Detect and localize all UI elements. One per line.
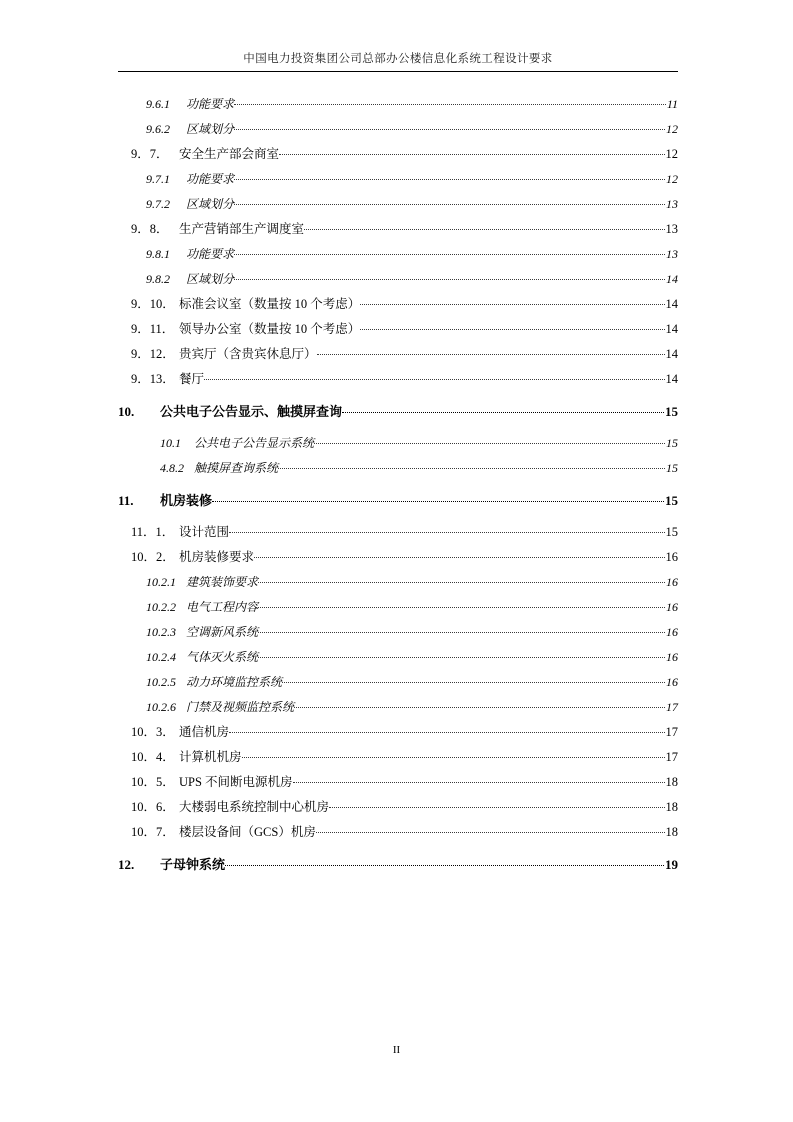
toc-entry[interactable] [118,392,678,431]
toc-dot-leader [229,524,664,537]
toc-entry[interactable] [160,431,678,456]
toc-entry-page-number: 18 [665,825,678,839]
toc-entry[interactable] [146,92,678,117]
page-footer [0,1040,793,1058]
toc-entry-page-number: 12 [666,172,678,186]
toc-entry-title: 领导办公室（数量按 10 个考虑） [179,322,361,336]
toc-entry-title: UPS 不间断电源机房 [179,775,293,789]
toc-entry-number: 10．5． [131,775,175,789]
toc-entry-title: 建筑装饰要求 [186,575,259,589]
toc-dot-leader [234,96,666,108]
toc-entry-number: 10.2.2 [146,600,176,614]
toc-entry-title: 生产营销部生产调度室 [179,222,305,236]
toc-entry[interactable] [131,317,678,342]
toc-entry[interactable] [131,342,678,367]
toc-entry-page-number: 16 [666,625,678,639]
toc-entry-page-number: 16 [666,675,678,689]
toc-entry[interactable] [146,192,678,217]
toc-entry-page-number: 15 [665,493,678,508]
toc-dot-leader [360,296,664,309]
toc-entry-number: 10.2.5 [146,675,176,689]
toc-entry[interactable] [131,545,678,570]
toc-entry-page-number: 15 [665,525,678,539]
toc-entry-title: 公共电子公告显示、触摸屏查询 [160,404,343,419]
toc-entry-title: 动力环境监控系统 [186,675,283,689]
toc-entry-page-number: 15 [665,404,678,419]
toc-entry[interactable] [131,292,678,317]
toc-dot-leader [317,346,665,359]
toc-entry[interactable] [131,720,678,745]
toc-entry-page-number: 16 [665,550,678,564]
toc-entry-number: 11. [118,493,134,508]
toc-entry-title: 公共电子公告显示系统 [194,436,315,450]
toc-entry[interactable] [131,520,678,545]
toc-entry-page-number: 16 [666,600,678,614]
toc-dot-leader [258,599,665,611]
toc-dot-leader [234,196,665,208]
toc-entry-title: 楼层设备间（GCS）机房 [179,825,316,839]
toc-entry[interactable] [160,456,678,481]
toc-entry-title: 门禁及视频监控系统 [186,700,295,714]
toc-entry[interactable] [146,695,678,720]
toc-entry-page-number: 17 [665,750,678,764]
toc-entry-title: 机房装修 [160,493,213,508]
toc-entry-number: 9．13． [131,372,175,386]
toc-dot-leader [234,121,665,133]
toc-entry[interactable] [131,820,678,845]
toc-entry-title: 电气工程内容 [186,600,259,614]
toc-entry-page-number: 19 [665,857,678,872]
toc-entry-page-number: 14 [665,372,678,386]
toc-entry-page-number: 18 [665,775,678,789]
toc-dot-leader [254,549,664,562]
toc-dot-leader [258,649,665,661]
toc-entry[interactable] [131,217,678,242]
toc-entry-page-number: 12 [666,122,678,136]
toc-entry-number: 9．8． [131,222,169,236]
toc-entry-title: 餐厅 [179,372,205,386]
toc-entry-number: 10.2.1 [146,575,176,589]
toc-entry-number: 10．4． [131,750,175,764]
toc-dot-leader [360,321,664,334]
toc-entry-title: 气体灭火系统 [186,650,259,664]
toc-entry-number: 10．3． [131,725,175,739]
toc-entry[interactable] [146,242,678,267]
toc-entry-title: 区域划分 [186,197,235,211]
table-of-contents [0,92,793,884]
toc-entry-page-number: 11 [666,97,678,111]
toc-entry-number: 10．7． [131,825,175,839]
toc-entry[interactable] [131,770,678,795]
toc-entry[interactable] [146,167,678,192]
toc-entry[interactable] [118,481,678,520]
footer-page-number: II [392,1044,401,1056]
toc-entry-page-number: 14 [666,272,678,286]
toc-entry-number: 10.2.6 [146,700,176,714]
toc-entry-number: 10.2.4 [146,650,176,664]
toc-dot-leader [329,799,664,812]
toc-dot-leader [282,674,665,686]
toc-dot-leader [204,371,664,384]
toc-dot-leader [229,724,664,737]
toc-entry-title: 区域划分 [186,272,235,286]
toc-dot-leader [314,435,665,447]
toc-entry-title: 设计范围 [179,525,230,539]
toc-entry[interactable] [131,367,678,392]
toc-entry-title: 机房装修要求 [179,550,255,564]
toc-entry-number: 9．11． [131,322,175,336]
running-header [118,52,678,66]
toc-entry-page-number: 13 [666,197,678,211]
toc-entry-number: 9.7.1 [146,172,170,186]
toc-entry-title: 计算机机房 [179,750,242,764]
toc-entry-title: 贵宾厅（含贵宾休息厅） [179,347,317,361]
toc-entry[interactable] [131,142,678,167]
toc-dot-leader [279,146,664,159]
toc-entry[interactable] [146,267,678,292]
toc-entry-title: 安全生产部会商室 [179,147,280,161]
toc-entry[interactable] [118,845,678,884]
header-title: 中国电力投资集团公司总部办公楼信息化系统工程设计要求 [243,53,553,65]
toc-entry-page-number: 15 [666,461,678,475]
toc-entry-title: 触摸屏查询系统 [194,461,279,475]
toc-dot-leader [234,246,665,258]
toc-entry-number: 10．6． [131,800,175,814]
toc-entry-number: 10．2． [131,550,175,564]
toc-entry-page-number: 16 [666,650,678,664]
toc-entry-title: 区域划分 [186,122,235,136]
toc-entry[interactable] [131,795,678,820]
toc-entry-page-number: 18 [665,800,678,814]
toc-entry-title: 通信机房 [179,725,230,739]
toc-entry[interactable] [146,620,678,645]
toc-entry-page-number: 14 [665,297,678,311]
toc-dot-leader [294,699,665,711]
toc-entry-number: 9.8.2 [146,272,170,286]
toc-entry-number: 9.7.2 [146,197,170,211]
toc-dot-leader [234,271,665,283]
toc-dot-leader [234,171,665,183]
toc-entry-number: 12. [118,857,135,872]
toc-dot-leader [212,492,664,505]
toc-dot-leader [316,824,665,837]
toc-entry-title: 大楼弱电系统控制中心机房 [179,800,330,814]
toc-entry-page-number: 12 [665,147,678,161]
toc-entry-number: 4.8.2 [160,461,184,475]
toc-entry-page-number: 14 [665,347,678,361]
toc-dot-leader [278,460,665,472]
header-rule-divider [118,71,678,72]
toc-dot-leader [293,774,665,787]
toc-entry-title: 空调新风系统 [186,625,259,639]
toc-dot-leader [258,574,665,586]
toc-dot-leader [304,221,664,234]
toc-entry-number: 9.6.2 [146,122,170,136]
toc-dot-leader [242,749,665,762]
toc-dot-leader [258,624,665,636]
toc-entry[interactable] [146,570,678,595]
toc-entry-title: 功能要求 [186,97,235,111]
toc-entry-number: 11．1． [131,525,175,539]
toc-entry-number: 9．7． [131,147,169,161]
toc-entry-title: 子母钟系统 [160,857,226,872]
toc-entry-page-number: 14 [665,322,678,336]
toc-entry-number: 10. [118,404,135,419]
toc-entry-page-number: 13 [666,247,678,261]
toc-entry-page-number: 15 [666,436,678,450]
toc-entry[interactable] [146,595,678,620]
toc-entry-number: 9.8.1 [146,247,170,261]
toc-entry-number: 9．10． [131,297,175,311]
toc-entry-number: 9．12． [131,347,175,361]
toc-entry-page-number: 17 [665,725,678,739]
toc-entry[interactable] [146,645,678,670]
toc-entry-number: 10.1 [160,436,181,450]
toc-entry-number: 10.2.3 [146,625,176,639]
toc-entry-title: 功能要求 [186,172,235,186]
toc-entry-number: 9.6.1 [146,97,170,111]
toc-entry-page-number: 13 [665,222,678,236]
toc-entry-title: 标准会议室（数量按 10 个考虑） [179,297,361,311]
toc-entry-page-number: 16 [666,575,678,589]
toc-entry[interactable] [131,745,678,770]
toc-entry-title: 功能要求 [186,247,235,261]
toc-entry[interactable] [146,670,678,695]
toc-dot-leader [225,856,664,869]
toc-entry-page-number: 17 [666,700,678,714]
toc-entry[interactable] [146,117,678,142]
toc-dot-leader [342,403,664,416]
